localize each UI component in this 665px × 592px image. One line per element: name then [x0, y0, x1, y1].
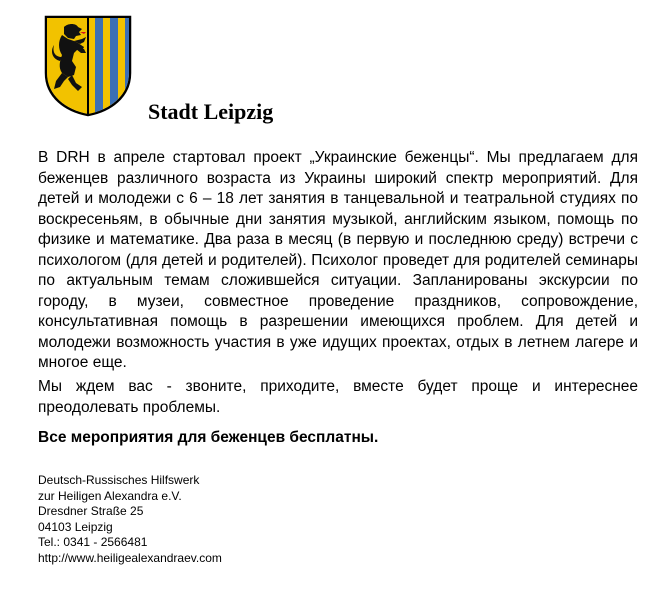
contact-address — [38, 473, 222, 566]
paragraph-project-description: В DRH в апреле стартовал проект „Украинские беженцы“. Мы предлагаем для беженцев различного возраста из Украины широкий спектр мероприятий. Для детей и молодежи с 6 – 18 лет занятия в танцевальной и театральной студиях по воскресеньям, в обычные дни занятия музыкой, английским языком, помощь по физике и математике. Два раза в месяц (в первую и последнюю среду) встречи с психологом (для детей и родителей). Психолог проведет для родителей семинары по актуальным темам сложившейся ситуации. Запланированы экскурсии по городу, в музеи, совместное проведение праздников, сопровождение, консультативная помощь в разрешении имеющихся проблем. Для детей и молодежи возможность участия в уже идущих проектах, отдых в летнем лагере и многое еще. — [38, 149, 638, 371]
website-link[interactable]: http://www.heiligealexandraev.com — [38, 550, 222, 565]
phone-number: Tel.: 0341 - 2566481 — [38, 535, 148, 549]
leipzig-coat-of-arms-icon — [44, 15, 132, 117]
postal-city: 04103 Leipzig — [38, 519, 113, 534]
paragraph-invitation: Мы ждем вас - звоните, приходите, вместе будет проще и интереснее преодолевать проблемы. — [38, 378, 638, 416]
street-address: Dresdner Straße 25 — [38, 504, 144, 518]
city-name: Stadt Leipzig — [148, 99, 274, 124]
organization-name: Deutsch-Russisches Hilfswerk — [38, 473, 200, 487]
organization-name-line2: zur Heiligen Alexandra e.V. — [38, 488, 182, 503]
paragraph-free-events: Все мероприятия для беженцев бесплатны. — [38, 429, 379, 446]
